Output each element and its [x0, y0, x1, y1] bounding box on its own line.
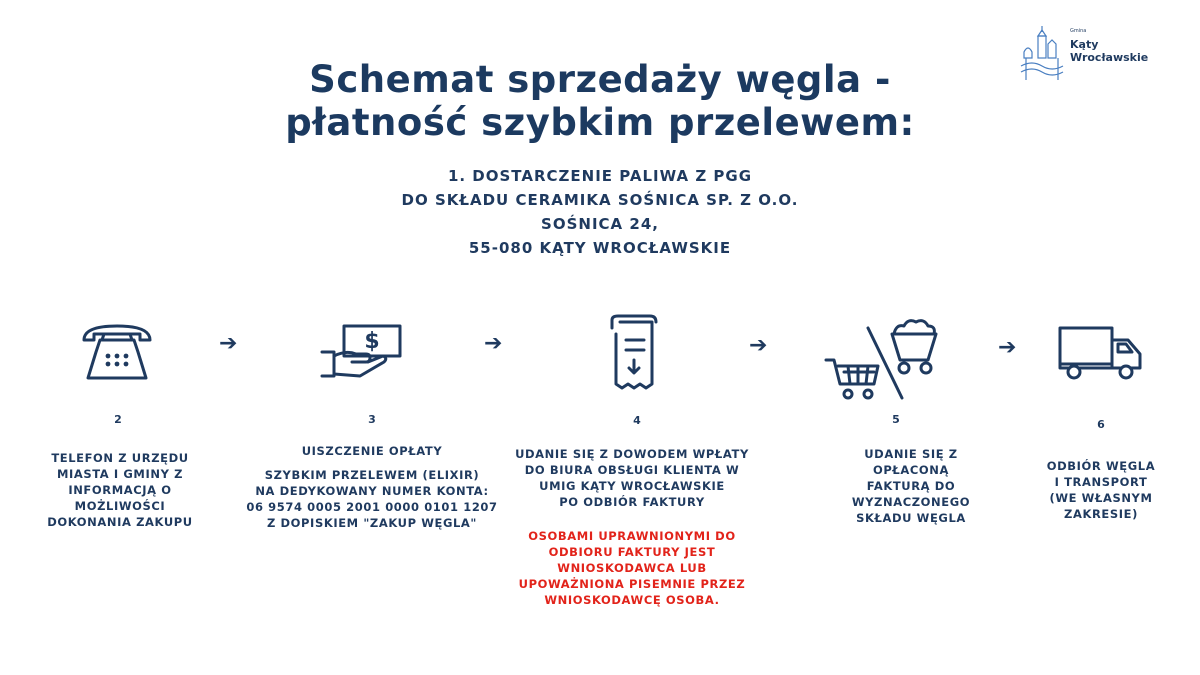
step-line: INFORMACJĄ O	[68, 483, 172, 497]
step-number: 3	[368, 413, 376, 426]
logo-text	[1070, 38, 1148, 64]
note-line: WNIOSKODAWCĘ OSOBA.	[544, 593, 720, 607]
step-line: UMIG KĄTY WROCŁAWSKIE	[539, 479, 725, 493]
truck-icon	[1058, 324, 1144, 382]
arrow-icon: ➔	[484, 331, 503, 356]
step-number: 2	[114, 413, 122, 426]
step-line: Z DOPISKIEM "ZAKUP WĘGLA"	[266, 516, 478, 530]
logo	[1018, 24, 1153, 82]
step-line: UDANIE SIĘ Z	[864, 447, 958, 461]
step-line: MIASTA I GMINY Z	[56, 467, 184, 481]
logo-small-text: Gmina	[1070, 28, 1087, 34]
title-line-1: Schemat sprzedaży węgla -	[309, 58, 891, 101]
note-line: WNIOSKODAWCA LUB	[557, 561, 707, 575]
step-line: TELEFON Z URZĘDU	[51, 451, 189, 465]
step-number: 6	[1097, 418, 1105, 431]
step-line: DO BIURA OBSŁUGI KLIENTA W	[524, 463, 740, 477]
step-number: 5	[892, 413, 900, 426]
step-line: ZAKRESIE)	[1064, 507, 1138, 521]
step-heading: UISZCZENIE OPŁATY	[301, 444, 443, 458]
arrow-icon: ➔	[998, 335, 1017, 360]
step-line: OPŁACONĄ	[872, 463, 950, 477]
telephone-icon	[78, 318, 156, 382]
authorized-person-note	[494, 528, 770, 608]
logo-line-2: Wrocławskie	[1070, 51, 1149, 64]
step-line: SKŁADU WĘGLA	[856, 511, 966, 525]
step-line: SZYBKIM PRZELEWEM (ELIXIR)	[264, 468, 480, 482]
step-line: DOKONANIA ZAKUPU	[47, 515, 193, 529]
note-line: UPOWAŻNIONA PISEMNIE PRZEZ	[518, 577, 746, 591]
title-line-2: płatność szybkim przelewem:	[285, 101, 915, 144]
subtitle-line: 1. DOSTARCZENIE PALIWA Z PGG	[447, 167, 753, 185]
step-line: NA DEDYKOWANY NUMER KONTA:	[255, 484, 489, 498]
step-5-text	[826, 446, 996, 526]
step-line: ODBIÓR WĘGLA	[1046, 459, 1156, 473]
hand-money-icon	[320, 322, 406, 382]
step-4-text	[494, 446, 770, 608]
step-number: 4	[633, 414, 641, 427]
arrow-icon: ➔	[219, 331, 238, 356]
note-line: OSOBAMI UPRAWNIONYMI DO	[528, 529, 736, 543]
step-3-text	[232, 443, 512, 531]
step-line: WYZNACZONEGO	[851, 495, 971, 509]
logo-line-1: Kąty	[1070, 38, 1099, 51]
receipt-icon	[608, 314, 660, 392]
step-line: UDANIE SIĘ Z DOWODEM WPŁATY	[515, 447, 749, 461]
note-line: ODBIORU FAKTURY JEST	[548, 545, 716, 559]
subtitle	[0, 164, 1200, 260]
svg-text:$: $	[364, 329, 380, 354]
subtitle-line: DO SKŁADU CERAMIKA SOŚNICA SP. Z O.O.	[401, 191, 799, 209]
coal-cart-icon	[824, 316, 944, 402]
step-line: MOŻLIWOŚCI	[74, 499, 166, 513]
arrow-icon: ➔	[749, 333, 768, 358]
step-line: 06 9574 0005 2001 0000 0101 1207	[246, 500, 498, 514]
subtitle-line: 55-080 KĄTY WROCŁAWSKIE	[468, 239, 732, 257]
step-2-text	[30, 450, 210, 530]
step-line: I TRANSPORT	[1054, 475, 1148, 489]
subtitle-line: SOŚNICA 24,	[541, 215, 659, 233]
step-line: FAKTURĄ DO	[866, 479, 956, 493]
step-line: (WE WŁASNYM	[1049, 491, 1153, 505]
step-6-text	[1026, 458, 1176, 522]
town-hall-icon	[1018, 24, 1066, 82]
step-line: PO ODBIÓR FAKTURY	[559, 495, 705, 509]
